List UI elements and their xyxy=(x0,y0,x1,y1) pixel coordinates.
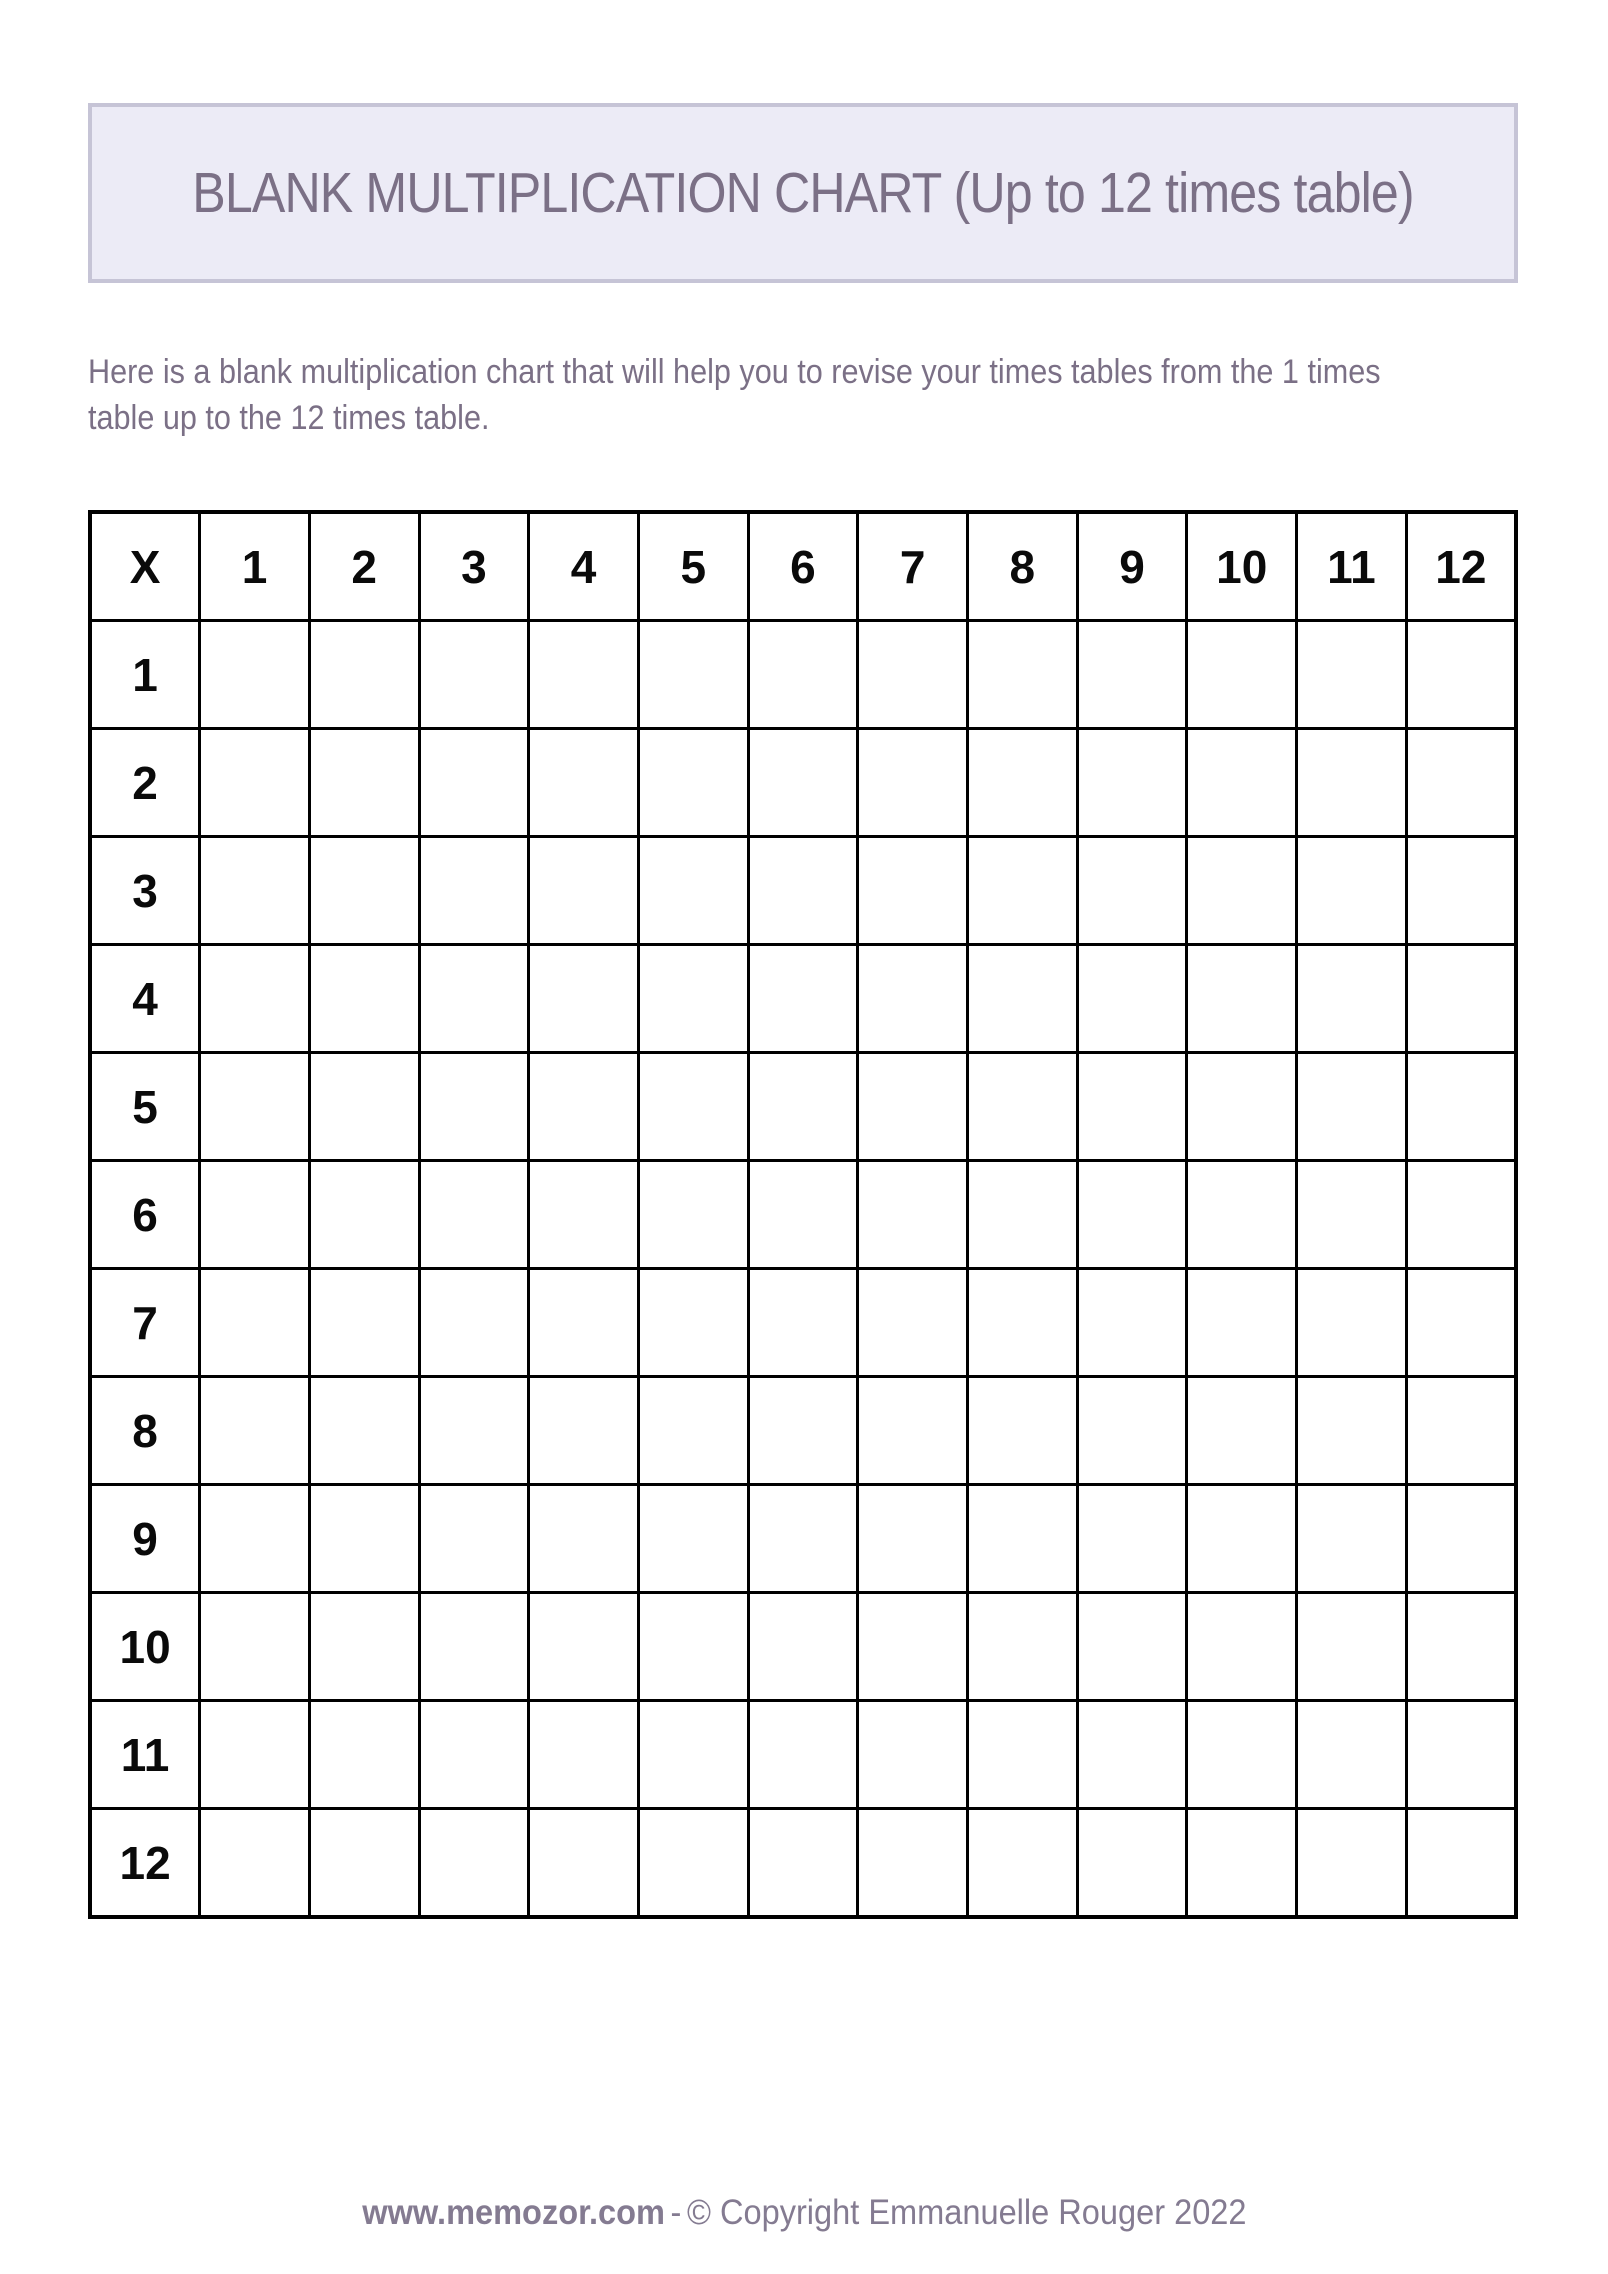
table-row xyxy=(90,621,1516,729)
table-row xyxy=(90,945,1516,1053)
row-header-cell: 11 xyxy=(90,1701,200,1809)
grid-cell xyxy=(968,1053,1078,1161)
grid-cell xyxy=(1187,1053,1297,1161)
grid-cell xyxy=(748,1593,858,1701)
grid-cell xyxy=(200,621,310,729)
grid-cell xyxy=(529,1053,639,1161)
grid-cell xyxy=(858,837,968,945)
grid-cell xyxy=(1187,1701,1297,1809)
grid-cell xyxy=(858,1485,968,1593)
column-header-cell: 2 xyxy=(309,512,419,621)
grid-cell xyxy=(309,1809,419,1918)
table-row xyxy=(90,1593,1516,1701)
grid-cell xyxy=(200,1593,310,1701)
grid-cell xyxy=(748,945,858,1053)
description-line: Here is a blank multiplication chart that will help you to revise your times tables from the 1 times xyxy=(88,353,1381,391)
grid-cell xyxy=(1406,1485,1516,1593)
grid-cell xyxy=(1187,945,1297,1053)
column-header-cell: 4 xyxy=(529,512,639,621)
grid-cell xyxy=(309,1485,419,1593)
grid-cell xyxy=(858,1593,968,1701)
grid-cell xyxy=(748,1701,858,1809)
grid-cell xyxy=(419,1809,529,1918)
grid-cell xyxy=(419,1053,529,1161)
grid-cell xyxy=(858,1377,968,1485)
column-header-cell: 9 xyxy=(1077,512,1187,621)
grid-cell xyxy=(1406,837,1516,945)
grid-cell xyxy=(529,1269,639,1377)
column-header-cell: 11 xyxy=(1297,512,1407,621)
grid-cell xyxy=(1077,621,1187,729)
grid-cell xyxy=(1187,1485,1297,1593)
grid-cell xyxy=(1297,1269,1407,1377)
grid-cell xyxy=(1297,1161,1407,1269)
multiplication-table-body xyxy=(90,512,1516,1917)
column-header-cell: 7 xyxy=(858,512,968,621)
grid-cell xyxy=(1297,1593,1407,1701)
grid-cell xyxy=(1077,1809,1187,1918)
grid-cell xyxy=(529,1701,639,1809)
grid-cell xyxy=(858,729,968,837)
grid-cell xyxy=(638,945,748,1053)
footer-site-name: www.memozor.com xyxy=(361,2193,665,2232)
grid-cell xyxy=(748,1377,858,1485)
table-row xyxy=(90,1161,1516,1269)
grid-cell xyxy=(968,1701,1078,1809)
grid-cell xyxy=(968,837,1078,945)
grid-cell xyxy=(858,621,968,729)
grid-cell xyxy=(1187,1593,1297,1701)
grid-cell xyxy=(419,1161,529,1269)
grid-cell xyxy=(638,621,748,729)
grid-cell xyxy=(529,1161,639,1269)
grid-cell xyxy=(638,1053,748,1161)
row-header-cell: 7 xyxy=(90,1269,200,1377)
grid-cell xyxy=(529,1809,639,1918)
row-header-cell: 12 xyxy=(90,1809,200,1918)
table-row xyxy=(90,1809,1516,1918)
grid-cell xyxy=(309,1269,419,1377)
grid-cell xyxy=(1406,1377,1516,1485)
grid-cell xyxy=(1297,1485,1407,1593)
grid-cell xyxy=(529,837,639,945)
grid-cell xyxy=(748,621,858,729)
row-header-cell: 5 xyxy=(90,1053,200,1161)
footer-copyright: © Copyright Emmanuelle Rouger 2022 xyxy=(686,2193,1247,2232)
grid-cell xyxy=(1297,945,1407,1053)
grid-cell xyxy=(529,1593,639,1701)
grid-cell xyxy=(1297,729,1407,837)
grid-cell xyxy=(309,945,419,1053)
grid-cell xyxy=(419,1593,529,1701)
description-line: table up to the 12 times table. xyxy=(88,399,490,437)
table-row xyxy=(90,1269,1516,1377)
grid-cell xyxy=(419,1701,529,1809)
grid-cell xyxy=(309,621,419,729)
row-header-cell: 2 xyxy=(90,729,200,837)
grid-cell xyxy=(1187,1161,1297,1269)
grid-cell xyxy=(200,1377,310,1485)
grid-cell xyxy=(1077,1161,1187,1269)
grid-cell xyxy=(1077,1701,1187,1809)
column-header-cell: 1 xyxy=(200,512,310,621)
grid-cell xyxy=(529,945,639,1053)
grid-cell xyxy=(858,1053,968,1161)
grid-cell xyxy=(968,1161,1078,1269)
row-header-cell: 3 xyxy=(90,837,200,945)
grid-cell xyxy=(419,837,529,945)
grid-cell xyxy=(309,1161,419,1269)
grid-cell xyxy=(1077,1053,1187,1161)
grid-cell xyxy=(529,1485,639,1593)
column-header-cell: 3 xyxy=(419,512,529,621)
column-header-cell: 8 xyxy=(968,512,1078,621)
grid-cell xyxy=(858,1809,968,1918)
grid-cell xyxy=(638,1701,748,1809)
footer-separator: - xyxy=(670,2193,681,2232)
grid-cell xyxy=(1077,837,1187,945)
grid-cell xyxy=(200,945,310,1053)
grid-cell xyxy=(748,1269,858,1377)
grid-cell xyxy=(748,1161,858,1269)
grid-cell xyxy=(1077,945,1187,1053)
grid-cell xyxy=(748,837,858,945)
grid-cell xyxy=(638,1377,748,1485)
grid-cell xyxy=(968,1377,1078,1485)
grid-cell xyxy=(748,729,858,837)
grid-cell xyxy=(1297,837,1407,945)
grid-cell xyxy=(1187,729,1297,837)
grid-cell xyxy=(748,1053,858,1161)
grid-cell xyxy=(200,837,310,945)
grid-cell xyxy=(309,729,419,837)
grid-cell xyxy=(1077,729,1187,837)
grid-cell xyxy=(1187,1269,1297,1377)
grid-cell xyxy=(1077,1593,1187,1701)
grid-cell xyxy=(1406,945,1516,1053)
grid-cell xyxy=(1406,1701,1516,1809)
grid-cell xyxy=(748,1485,858,1593)
grid-cell xyxy=(968,1269,1078,1377)
grid-cell xyxy=(200,729,310,837)
grid-cell xyxy=(968,1809,1078,1918)
grid-cell xyxy=(748,1809,858,1918)
grid-cell xyxy=(968,1593,1078,1701)
footer xyxy=(0,2193,1608,2233)
grid-cell xyxy=(1406,1161,1516,1269)
grid-cell xyxy=(1187,1809,1297,1918)
grid-cell xyxy=(858,1161,968,1269)
description xyxy=(88,349,1524,441)
grid-cell xyxy=(858,945,968,1053)
grid-cell xyxy=(1406,621,1516,729)
grid-cell xyxy=(1077,1269,1187,1377)
table-row xyxy=(90,729,1516,837)
grid-cell xyxy=(419,1485,529,1593)
grid-cell xyxy=(529,621,639,729)
grid-cell xyxy=(1077,1485,1187,1593)
grid-cell xyxy=(529,729,639,837)
grid-cell xyxy=(529,1377,639,1485)
grid-cell xyxy=(1297,1377,1407,1485)
grid-cell xyxy=(200,1809,310,1918)
page-title: BLANK MULTIPLICATION CHART (Up to 12 times table) xyxy=(192,161,1414,225)
row-header-cell: 9 xyxy=(90,1485,200,1593)
grid-cell xyxy=(309,1053,419,1161)
grid-cell xyxy=(309,1593,419,1701)
grid-cell xyxy=(1187,621,1297,729)
corner-cell: X xyxy=(90,512,200,621)
row-header-cell: 1 xyxy=(90,621,200,729)
grid-cell xyxy=(968,729,1078,837)
grid-cell xyxy=(419,729,529,837)
grid-cell xyxy=(858,1701,968,1809)
column-header-cell: 5 xyxy=(638,512,748,621)
grid-cell xyxy=(419,1269,529,1377)
row-header-cell: 8 xyxy=(90,1377,200,1485)
grid-cell xyxy=(1406,1269,1516,1377)
grid-cell xyxy=(638,729,748,837)
multiplication-table xyxy=(88,510,1518,1919)
table-row xyxy=(90,837,1516,945)
column-header-cell: 12 xyxy=(1406,512,1516,621)
grid-cell xyxy=(638,1485,748,1593)
table-row xyxy=(90,1701,1516,1809)
grid-cell xyxy=(968,1485,1078,1593)
grid-cell xyxy=(419,1377,529,1485)
grid-cell xyxy=(638,1161,748,1269)
grid-cell xyxy=(200,1485,310,1593)
table-header-row xyxy=(90,512,1516,621)
table-row xyxy=(90,1485,1516,1593)
row-header-cell: 10 xyxy=(90,1593,200,1701)
grid-cell xyxy=(968,945,1078,1053)
grid-cell xyxy=(1406,1593,1516,1701)
grid-cell xyxy=(1406,729,1516,837)
grid-cell xyxy=(309,837,419,945)
grid-cell xyxy=(858,1269,968,1377)
grid-cell xyxy=(1187,837,1297,945)
grid-cell xyxy=(419,621,529,729)
grid-cell xyxy=(200,1161,310,1269)
row-header-cell: 4 xyxy=(90,945,200,1053)
grid-cell xyxy=(1406,1053,1516,1161)
table-row xyxy=(90,1053,1516,1161)
grid-cell xyxy=(1297,1701,1407,1809)
grid-cell xyxy=(638,1809,748,1918)
column-header-cell: 6 xyxy=(748,512,858,621)
column-header-cell: 10 xyxy=(1187,512,1297,621)
table-row xyxy=(90,1377,1516,1485)
grid-cell xyxy=(419,945,529,1053)
row-header-cell: 6 xyxy=(90,1161,200,1269)
grid-cell xyxy=(1077,1377,1187,1485)
grid-cell xyxy=(1297,621,1407,729)
grid-cell xyxy=(638,837,748,945)
grid-cell xyxy=(309,1701,419,1809)
grid-cell xyxy=(200,1701,310,1809)
grid-cell xyxy=(968,621,1078,729)
grid-cell xyxy=(638,1593,748,1701)
footer-text xyxy=(362,2193,1246,2233)
grid-cell xyxy=(1187,1377,1297,1485)
title-banner xyxy=(88,103,1518,283)
grid-cell xyxy=(638,1269,748,1377)
grid-cell xyxy=(309,1377,419,1485)
grid-cell xyxy=(1297,1809,1407,1918)
grid-cell xyxy=(1406,1809,1516,1918)
grid-cell xyxy=(200,1053,310,1161)
grid-cell xyxy=(1297,1053,1407,1161)
grid-cell xyxy=(200,1269,310,1377)
